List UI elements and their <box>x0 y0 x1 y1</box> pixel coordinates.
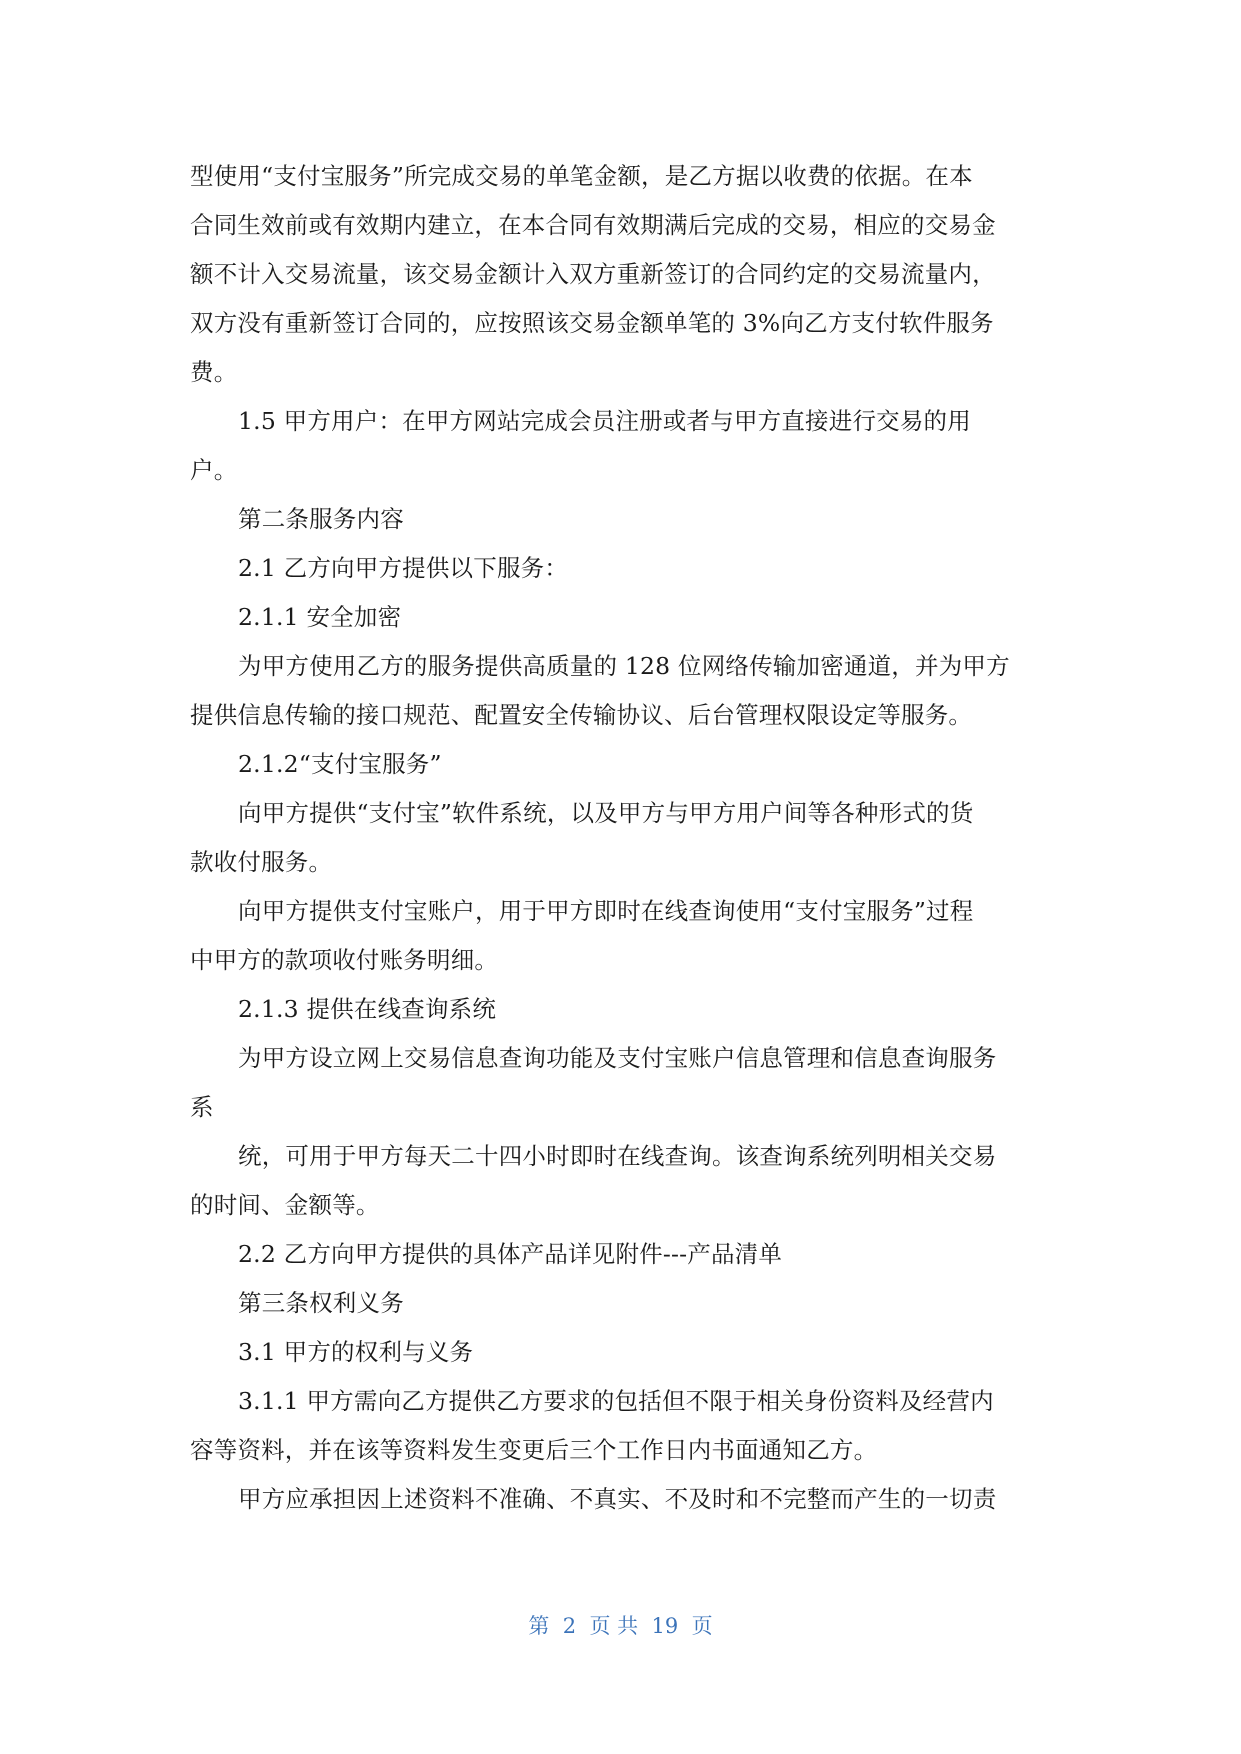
text-line: 户。 <box>190 456 238 484</box>
text-line: 3.1.1 甲方需向乙方提供乙方要求的包括但不限于相关身份资料及经营内 <box>238 1387 994 1415</box>
text-line: 2.1.3 提供在线查询系统 <box>238 995 497 1023</box>
text-line: 型使用“支付宝服务”所完成交易的单笔金额，是乙方据以收费的依据。在本 <box>190 162 973 190</box>
text-line: 第三条权利义务 <box>238 1289 404 1317</box>
text-line: 第二条服务内容 <box>238 505 404 533</box>
text-line: 2.2 乙方向甲方提供的具体产品详见附件---产品清单 <box>238 1240 783 1268</box>
text-line: 2.1.2“支付宝服务” <box>238 750 442 778</box>
text-line: 款收付服务。 <box>190 848 333 876</box>
text-line: 中甲方的款项收付账务明细。 <box>190 946 499 974</box>
text-line: 统，可用于甲方每天二十四小时即时在线查询。该查询系统列明相关交易 <box>238 1142 997 1170</box>
text-line: 3.1 甲方的权利与义务 <box>238 1338 474 1366</box>
text-line: 双方没有重新签订合同的，应按照该交易金额单笔的 3%向乙方支付软件服务 <box>190 309 994 337</box>
text-line: 2.1 乙方向甲方提供以下服务： <box>238 554 569 582</box>
text-line: 额不计入交易流量，该交易金额计入双方重新签订的合同约定的交易流量内， <box>190 260 996 288</box>
text-line: 向甲方提供支付宝账户，用于甲方即时在线查询使用“支付宝服务”过程 <box>238 897 974 925</box>
text-line: 系 <box>190 1093 214 1121</box>
text-line: 为甲方设立网上交易信息查询功能及支付宝账户信息管理和信息查询服务 <box>238 1044 997 1072</box>
text-line: 容等资料，并在该等资料发生变更后三个工作日内书面通知乙方。 <box>190 1436 878 1464</box>
text-line: 甲方应承担因上述资料不准确、不真实、不及时和不完整而产生的一切责 <box>238 1485 997 1513</box>
text-line: 提供信息传输的接口规范、配置安全传输协议、后台管理权限设定等服务。 <box>190 701 973 729</box>
document-body <box>190 152 1050 1524</box>
text-line: 合同生效前或有效期内建立，在本合同有效期满后完成的交易，相应的交易金 <box>190 211 996 239</box>
text-line: 2.1.1 安全加密 <box>238 603 402 631</box>
text-line: 的时间、金额等。 <box>190 1191 380 1219</box>
text-line: 1.5 甲方用户：在甲方网站完成会员注册或者与甲方直接进行交易的用 <box>238 407 971 435</box>
text-line: 向甲方提供“支付宝”软件系统，以及甲方与甲方用户间等各种形式的货 <box>238 799 974 827</box>
text-line: 为甲方使用乙方的服务提供高质量的 128 位网络传输加密通道，并为甲方 <box>238 652 1010 680</box>
page-number-footer: 第 2 页 共 19 页 <box>528 1614 713 1638</box>
text-line: 费。 <box>190 358 238 386</box>
